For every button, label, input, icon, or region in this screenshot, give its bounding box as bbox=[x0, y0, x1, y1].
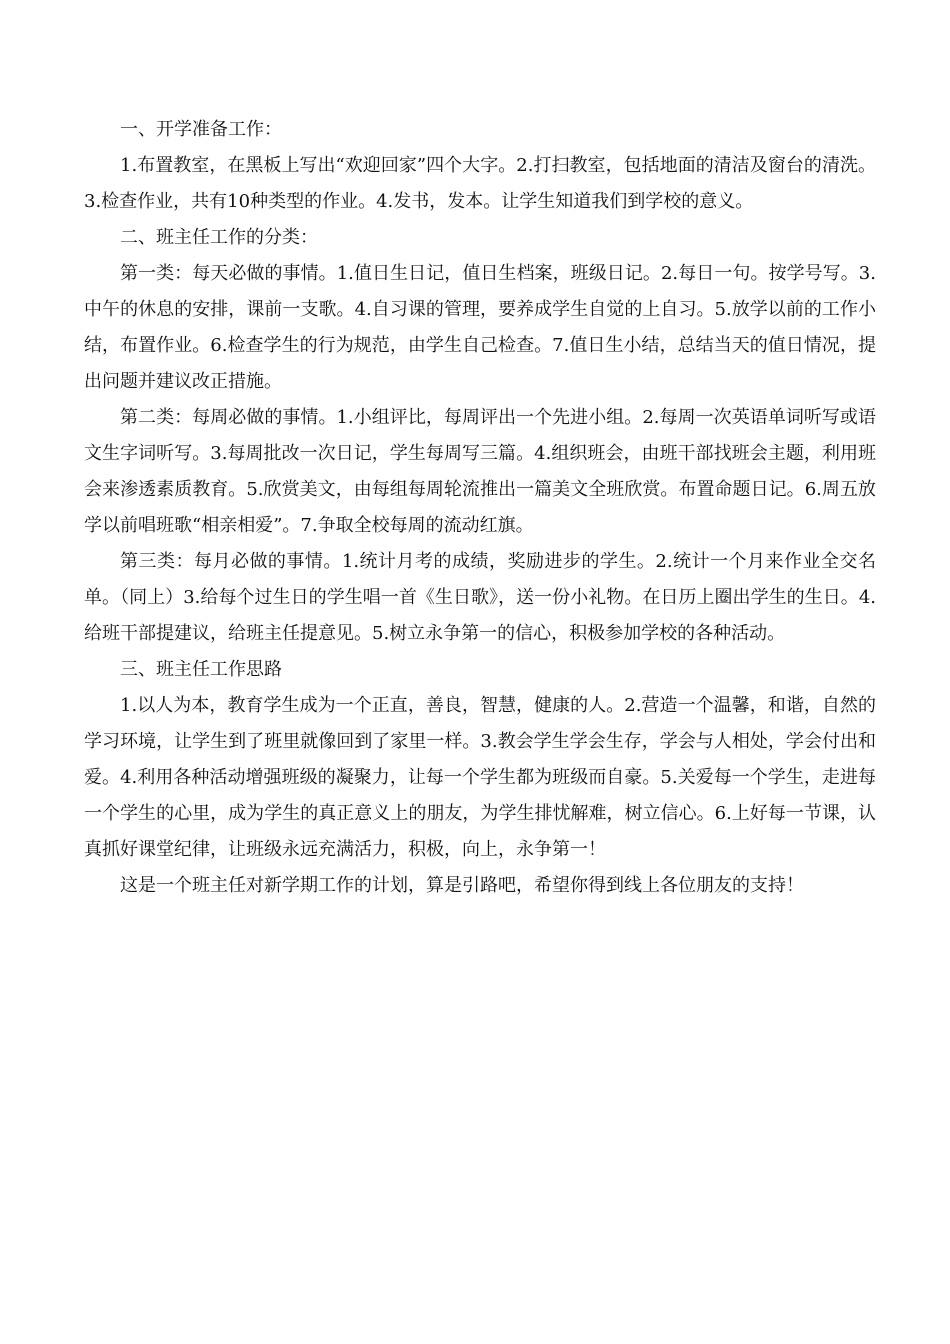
paragraph-opening-tasks: 1.布置教室，在黑板上写出“欢迎回家”四个大字。2.打扫教室，包括地面的清洁及窗台的清洗。3.检查作业，共有10种类型的作业。4.发书，发本。让学生知道我们到学校的意义。 bbox=[84, 155, 876, 212]
paragraph-work-ideas: 1.以人为本，教育学生成为一个正直，善良，智慧，健康的人。2.营造一个温馨，和谐，自然的学习环境，让学生到了班里就像回到了家里一样。3.教会学生学会生存，学会与人相处，学会付出和爱。4.利用各种活动增强班级的凝聚力，让每一个学生都为班级而自豪。5.关爱每一个学生，走进每一个学生的心里，成为学生的真正意义上的朋友，为学生排忧解难，树立信心。6.上好每一节课，认真抓好课堂纪律，让班级永远充满活力，积极，向上，永争第一！ bbox=[84, 695, 876, 860]
heading-work-categories: 二、班主任工作的分类： bbox=[120, 227, 318, 248]
paragraph-daily-tasks: 第一类：每天必做的事情。1.值日生日记，值日生档案，班级日记。2.每日一句。按学号写。3.中午的休息的安排，课前一支歌。4.自习课的管理，要养成学生自觉的上自习。5.放学以前的工作小结，布置作业。6.检查学生的行为规范，由学生自己检查。7.值日生小结，总结当天的值日情况，提出问题并建议改正措施。 bbox=[84, 263, 876, 392]
paragraph-monthly-tasks: 第三类：每月必做的事情。1.统计月考的成绩，奖励进步的学生。2.统计一个月来作业全交名单。（同上）3.给每个过生日的学生唱一首《生日歌》，送一份小礼物。在日历上圈出学生的生日。4.给班干部提建议，给班主任提意见。5.树立永争第一的信心，积极参加学校的各种活动。 bbox=[84, 551, 876, 644]
document-body bbox=[84, 112, 876, 904]
heading-work-ideas: 三、班主任工作思路 bbox=[120, 659, 282, 680]
paragraph-weekly-tasks: 第二类：每周必做的事情。1.小组评比，每周评出一个先进小组。2.每周一次英语单词听写或语文生字词听写。3.每周批改一次日记，学生每周写三篇。4.组织班会，由班干部找班会主题，利用班会来渗透素质教育。5.欣赏美文，由每组每周轮流推出一篇美文全班欣赏。布置命题日记。6.周五放学以前唱班歌“相亲相爱”。7.争取全校每周的流动红旗。 bbox=[84, 407, 876, 536]
heading-opening-preparation: 一、开学准备工作： bbox=[120, 119, 282, 140]
paragraph-closing: 这是一个班主任对新学期工作的计划，算是引路吧，希望你得到线上各位朋友的支持！ bbox=[120, 875, 804, 896]
